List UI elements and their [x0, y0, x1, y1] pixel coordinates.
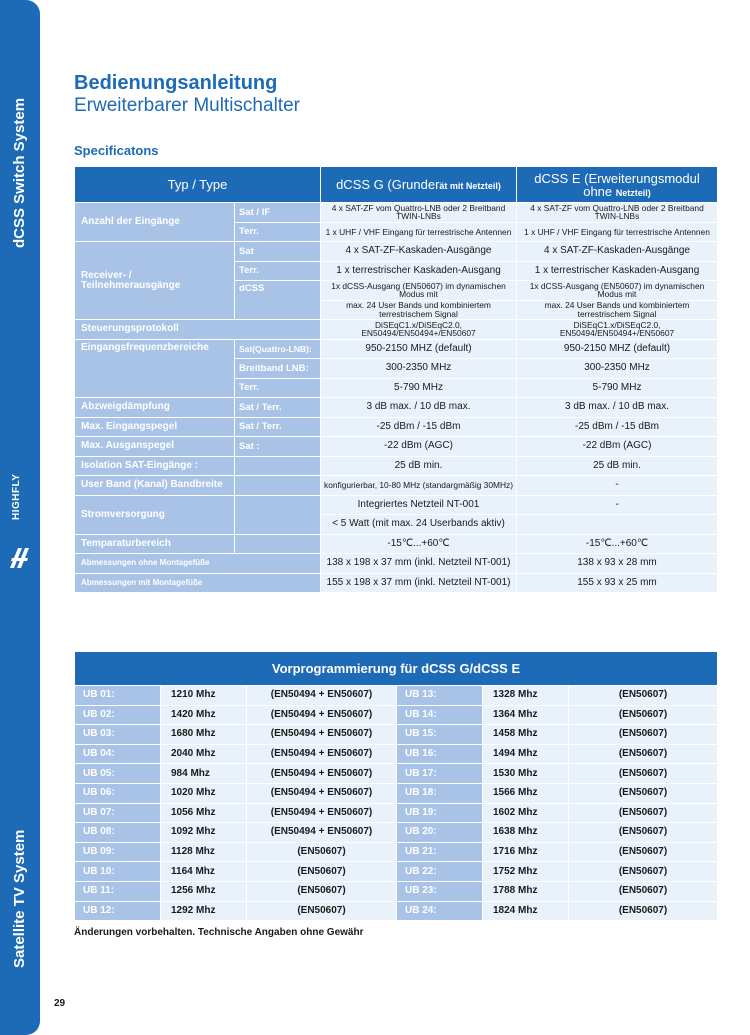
val-dcss-e2: max. 24 User Bands und kombiniertem terrestrischem Signal: [517, 300, 718, 320]
page-number: 29: [54, 998, 66, 1009]
val-sat-if-e: 4 x SAT-ZF vom Quattro-LNB oder 2 Breitband TWIN-LNBs: [517, 203, 718, 223]
sub-isolation-empty: [235, 456, 321, 476]
page-title: Bedienungsanleitung: [74, 72, 278, 94]
ub-frequency: 1494 Mhz: [483, 744, 569, 764]
ub-label: UB 15:: [397, 725, 483, 745]
ub-frequency: 1602 Mhz: [483, 803, 569, 823]
ub-frequency: 1210 Mhz: [161, 686, 247, 706]
sub-terr: Terr.: [235, 222, 321, 242]
row-label-max-aus: Max. Ausganspegel: [75, 437, 235, 457]
page-subtitle: Erweiterbarer Multischalter: [74, 95, 300, 116]
row-label-protokoll: Steuerungsprotokoll: [75, 320, 321, 340]
val-abm-ohne-g: 138 x 198 x 37 mm (inkl. Netzteil NT-001): [321, 554, 517, 574]
val-isolation-g: 25 dB min.: [321, 456, 517, 476]
ub-standard: (EN50494 + EN50607): [247, 725, 397, 745]
table-row: [75, 881, 718, 901]
val-isolation-e: 25 dB min.: [517, 456, 718, 476]
spec-header-g-small: ät mit Netzteil): [439, 181, 501, 191]
val-sat-e: 4 x SAT-ZF-Kaskaden-Ausgänge: [517, 242, 718, 262]
ub-standard: (EN50494 + EN50607): [247, 823, 397, 843]
spec-header-dcss-e: [517, 167, 718, 203]
row-label-abzweig: Abzweigdämpfung: [75, 398, 235, 418]
table-row: [75, 901, 718, 921]
ub-frequency: 1566 Mhz: [483, 783, 569, 803]
ub-frequency: 1292 Mhz: [161, 901, 247, 921]
sub-sat-if: Sat / IF: [235, 203, 321, 223]
ub-label: UB 20:: [397, 823, 483, 843]
spec-header-dcss-g: [321, 167, 517, 203]
sub-dcss: dCSS: [235, 281, 321, 320]
ub-frequency: 1458 Mhz: [483, 725, 569, 745]
ub-frequency: 984 Mhz: [161, 764, 247, 784]
ub-standard: (EN50607): [247, 901, 397, 921]
val-abm-ohne-e: 138 x 93 x 28 mm: [517, 554, 718, 574]
ub-label: UB 11:: [75, 881, 161, 901]
val-freq-sat-e: 950-2150 MHZ (default): [517, 339, 718, 359]
val-temp-g: -15℃...+60℃: [321, 534, 517, 554]
ub-standard: (EN50494 + EN50607): [247, 783, 397, 803]
ub-frequency: 1680 Mhz: [161, 725, 247, 745]
row-label-isolation: Isolation SAT-Eingänge :: [75, 456, 235, 476]
ub-frequency: 1020 Mhz: [161, 783, 247, 803]
val-protokoll-e: DiSEqC1.x/DiSEqC2.0, EN50494/EN50494+/EN50607: [517, 320, 718, 340]
ub-standard: (EN50494 + EN50607): [247, 686, 397, 706]
table-row: [75, 803, 718, 823]
ub-label: UB 03:: [75, 725, 161, 745]
ub-label: UB 24:: [397, 901, 483, 921]
val-max-ein-g: -25 dBm / -15 dBm: [321, 417, 517, 437]
table-row: [75, 686, 718, 706]
val-dcss-e1: 1x dCSS-Ausgang (EN50607) im dynamischen Modus mit: [517, 281, 718, 301]
row-label-temp: Temparaturbereich: [75, 534, 235, 554]
val-abzweig-e: 3 dB max. / 10 dB max.: [517, 398, 718, 418]
ub-label: UB 23:: [397, 881, 483, 901]
ub-standard: (EN50607): [569, 705, 718, 725]
ub-standard: (EN50607): [247, 862, 397, 882]
ub-standard: (EN50607): [569, 803, 718, 823]
ub-standard: (EN50607): [569, 725, 718, 745]
table-row: [75, 842, 718, 862]
table-row: [75, 744, 718, 764]
ub-label: UB 22:: [397, 862, 483, 882]
table-row: [75, 725, 718, 745]
ub-frequency: 1716 Mhz: [483, 842, 569, 862]
table-row: [75, 862, 718, 882]
val-freq-bb-g: 300-2350 MHz: [321, 359, 517, 379]
val-terr2-g: 1 x terrestrischer Kaskaden-Ausgang: [321, 261, 517, 281]
spec-header-type-label: Typ / Type: [167, 177, 228, 192]
ub-frequency: 1128 Mhz: [161, 842, 247, 862]
ub-standard: (EN50607): [569, 842, 718, 862]
val-strom-g1: Integriertes Netzteil NT-001: [321, 495, 517, 515]
val-strom-e2: [517, 515, 718, 535]
spec-header-e-small: Netzteil): [615, 187, 651, 198]
val-max-aus-e: -22 dBm (AGC): [517, 437, 718, 457]
sub-max-ein: Sat / Terr.: [235, 417, 321, 437]
val-dcss-g2: max. 24 User Bands und kombiniertem terrestrischem Signal: [321, 300, 517, 320]
ub-standard: (EN50494 + EN50607): [247, 705, 397, 725]
row-label-strom: Stromversorgung: [75, 495, 235, 534]
row-label-freq: Eingangsfrequenzbereiche: [75, 339, 235, 398]
ub-standard: (EN50607): [569, 901, 718, 921]
table-row: [75, 823, 718, 843]
ub-frequency: 1256 Mhz: [161, 881, 247, 901]
sub-userband-empty: [235, 476, 321, 496]
val-sat-if-g: 4 x SAT-ZF vom Quattro-LNB oder 2 Breitband TWIN-LNBs: [321, 203, 517, 223]
ub-label: UB 12:: [75, 901, 161, 921]
userband-table: [74, 651, 718, 921]
sidebar-top-text: dCSS Switch System: [11, 97, 28, 248]
ub-frequency: 1092 Mhz: [161, 823, 247, 843]
ub-frequency: 2040 Mhz: [161, 744, 247, 764]
highfly-logo-icon: [8, 540, 32, 570]
ub-label: UB 09:: [75, 842, 161, 862]
sub-terr2: Terr.: [235, 261, 321, 281]
ub-standard: (EN50494 + EN50607): [247, 764, 397, 784]
ub-standard: (EN50607): [569, 881, 718, 901]
row-label-receiver: Receiver- / Teilnehmerausgänge: [75, 242, 235, 320]
val-terr-g: 1 x UHF / VHF Eingang für terrestrische Antennen: [321, 222, 517, 242]
ub-label: UB 21:: [397, 842, 483, 862]
val-max-ein-e: -25 dBm / -15 dBm: [517, 417, 718, 437]
val-userband-g: konfigurierbar, 10-80 MHz (standargmäßig 30MHz): [321, 476, 517, 496]
ub-label: UB 14:: [397, 705, 483, 725]
ub-label: UB 08:: [75, 823, 161, 843]
sub-freq-bb: Breitband LNB:: [235, 359, 321, 379]
ub-label: UB 13:: [397, 686, 483, 706]
ub-frequency: 1530 Mhz: [483, 764, 569, 784]
ub-label: UB 07:: [75, 803, 161, 823]
table-row: [75, 764, 718, 784]
val-strom-e1: -: [517, 495, 718, 515]
ub-label: UB 17:: [397, 764, 483, 784]
table-row: [75, 705, 718, 725]
ub-frequency: 1788 Mhz: [483, 881, 569, 901]
val-abm-mit-g: 155 x 198 x 37 mm (inkl. Netzteil NT-001): [321, 573, 517, 593]
spec-table: [74, 166, 718, 593]
sidebar-bottom-text: Satellite TV System: [11, 829, 28, 968]
val-terr2-e: 1 x terrestrischer Kaskaden-Ausgang: [517, 261, 718, 281]
ub-frequency: 1752 Mhz: [483, 862, 569, 882]
ub-label: UB 18:: [397, 783, 483, 803]
ub-label: UB 19:: [397, 803, 483, 823]
val-strom-g2: < 5 Watt (mit max. 24 Userbands aktiv): [321, 515, 517, 535]
val-freq-sat-g: 950-2150 MHZ (default): [321, 339, 517, 359]
ub-standard: (EN50607): [569, 862, 718, 882]
ub-label: UB 04:: [75, 744, 161, 764]
ub-label: UB 05:: [75, 764, 161, 784]
val-freq-terr-g: 5-790 MHz: [321, 378, 517, 398]
ub-label: UB 02:: [75, 705, 161, 725]
table-row: [75, 783, 718, 803]
sub-temp-empty: [235, 534, 321, 554]
val-protokoll-g: DiSEqC1.x/DiSEqC2.0, EN50494/EN50494+/EN50607: [321, 320, 517, 340]
sub-strom-empty: [235, 495, 321, 534]
ub-frequency: 1638 Mhz: [483, 823, 569, 843]
sub-abzweig: Sat / Terr.: [235, 398, 321, 418]
val-max-aus-g: -22 dBm (AGC): [321, 437, 517, 457]
val-sat-g: 4 x SAT-ZF-Kaskaden-Ausgänge: [321, 242, 517, 262]
ub-frequency: 1056 Mhz: [161, 803, 247, 823]
row-label-abm-ohne: Abmessungen ohne Montagefüße: [75, 554, 321, 574]
sub-freq-sat: Sat(Quattro-LNB):: [235, 339, 321, 359]
ub-label: UB 01:: [75, 686, 161, 706]
ub-frequency: 1328 Mhz: [483, 686, 569, 706]
footer-note: Änderungen vorbehalten. Technische Angaben ohne Gewähr: [74, 927, 364, 938]
spec-header-type: [75, 167, 321, 203]
ub-label: UB 10:: [75, 862, 161, 882]
row-label-abm-mit: Abmessungen mit Montagefüße: [75, 573, 321, 593]
val-freq-bb-e: 300-2350 MHz: [517, 359, 718, 379]
ub-frequency: 1420 Mhz: [161, 705, 247, 725]
ub-standard: (EN50494 + EN50607): [247, 744, 397, 764]
val-abm-mit-e: 155 x 93 x 25 mm: [517, 573, 718, 593]
ub-standard: (EN50607): [247, 842, 397, 862]
ub-label: UB 06:: [75, 783, 161, 803]
row-label-anzahl: Anzahl der Eingänge: [75, 203, 235, 242]
ub-standard: (EN50607): [569, 686, 718, 706]
ub-standard: (EN50607): [569, 764, 718, 784]
ub-standard: (EN50607): [569, 783, 718, 803]
val-freq-terr-e: 5-790 MHz: [517, 378, 718, 398]
ub-label: UB 16:: [397, 744, 483, 764]
val-temp-e: -15℃...+60℃: [517, 534, 718, 554]
val-dcss-g1: 1x dCSS-Ausgang (EN50607) im dynamischen Modus mit: [321, 281, 517, 301]
spec-header-e-main: dCSS E (Erweiterungsmodul ohne: [534, 170, 700, 199]
ub-standard: (EN50607): [569, 744, 718, 764]
val-abzweig-g: 3 dB max. / 10 dB max.: [321, 398, 517, 418]
sub-sat: Sat: [235, 242, 321, 262]
ub-standard: (EN50494 + EN50607): [247, 803, 397, 823]
val-userband-e: -: [517, 476, 718, 496]
spec-header-g-main: dCSS G (Grunder: [336, 177, 440, 192]
section-title: Specificatons: [74, 143, 159, 158]
ub-frequency: 1824 Mhz: [483, 901, 569, 921]
row-label-userband: User Band (Kanal) Bandbreite: [75, 476, 235, 496]
userband-table-title: Vorprogrammierung für dCSS G/dCSS E: [75, 652, 718, 686]
ub-standard: (EN50607): [247, 881, 397, 901]
ub-standard: (EN50607): [569, 823, 718, 843]
ub-frequency: 1364 Mhz: [483, 705, 569, 725]
ub-frequency: 1164 Mhz: [161, 862, 247, 882]
sub-max-aus: Sat :: [235, 437, 321, 457]
sidebar: [0, 0, 40, 1035]
brand-name: HIGHFLY: [11, 473, 22, 520]
userband-table-body: [75, 686, 718, 921]
val-terr-e: 1 x UHF / VHF Eingang für terrestrische Antennen: [517, 222, 718, 242]
row-label-max-ein: Max. Eingangspegel: [75, 417, 235, 437]
sub-freq-terr: Terr.: [235, 378, 321, 398]
